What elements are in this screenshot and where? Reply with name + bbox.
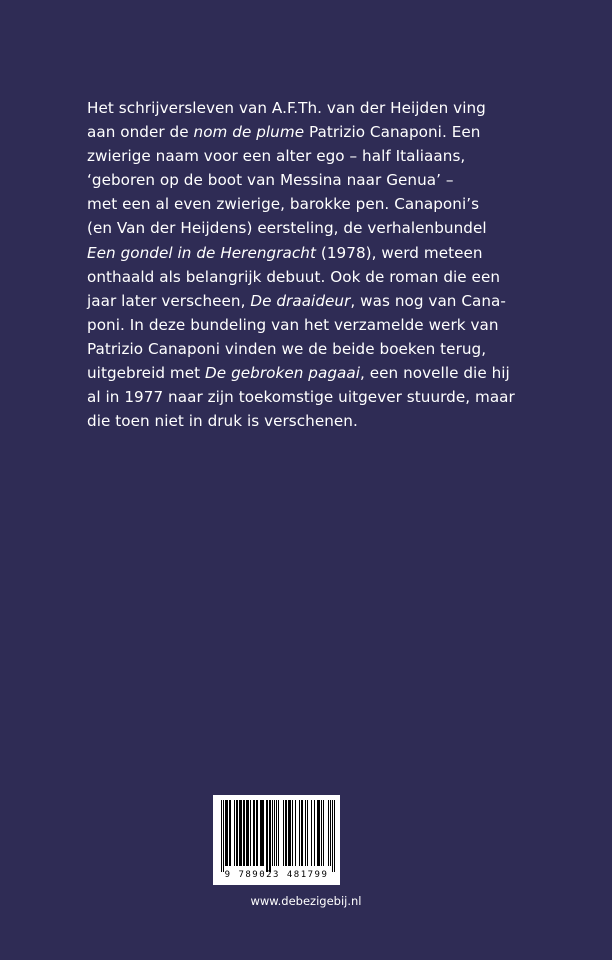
blurb-line bbox=[87, 385, 547, 409]
blurb-italic-segment: nom de plume bbox=[193, 123, 305, 142]
blurb-italic-segment: Een gondel in de Herengracht bbox=[87, 243, 316, 262]
blurb-segment: , was nog van Cana- bbox=[350, 291, 506, 310]
barcode-bar bbox=[260, 800, 261, 866]
blurb-line bbox=[87, 361, 547, 385]
blurb-line bbox=[87, 241, 547, 265]
barcode-bar bbox=[301, 800, 302, 866]
blurb-segment: ‘geboren op de boot van Messina naar Genua’ – bbox=[87, 171, 454, 190]
barcode-bar bbox=[254, 800, 255, 866]
barcode-bar bbox=[278, 800, 279, 866]
barcode-bar bbox=[221, 800, 222, 872]
blurb-segment: aan onder de bbox=[87, 123, 194, 142]
barcode-bar bbox=[253, 800, 254, 866]
barcode-bar bbox=[330, 800, 331, 866]
blurb-line bbox=[87, 265, 547, 289]
barcode-bar bbox=[244, 800, 245, 866]
barcode-bar bbox=[263, 800, 264, 866]
barcode-bar bbox=[274, 800, 275, 866]
barcode-bar bbox=[285, 800, 286, 866]
blurb-segment: Patrizio Canaponi vinden we de beide boeken terug, bbox=[87, 339, 487, 358]
barcode-bar bbox=[236, 800, 237, 866]
blurb-segment: Patrizio Canaponi. Een bbox=[304, 123, 481, 142]
barcode-bar bbox=[241, 800, 242, 866]
barcode-bar bbox=[269, 800, 270, 872]
barcode-bar bbox=[299, 800, 300, 866]
blurb-line bbox=[87, 120, 547, 144]
blurb-line bbox=[87, 289, 547, 313]
barcode-bar bbox=[286, 800, 287, 866]
barcode-bar bbox=[243, 800, 244, 866]
blurb-line bbox=[87, 216, 547, 240]
barcode-bar bbox=[230, 800, 231, 866]
barcode-bar bbox=[229, 800, 230, 866]
barcode-bar bbox=[272, 800, 273, 866]
barcode-bar bbox=[247, 800, 248, 866]
barcode-bar bbox=[288, 800, 289, 866]
barcode-bar bbox=[262, 800, 263, 866]
barcode-bar bbox=[319, 800, 320, 866]
barcode-bar bbox=[328, 800, 329, 866]
barcode-bar bbox=[290, 800, 291, 866]
barcode-bar bbox=[305, 800, 306, 866]
barcode-bar bbox=[314, 800, 315, 866]
blurb-segment: al in 1977 naar zijn toekomstige uitgever stuurde, maar bbox=[87, 388, 515, 407]
barcode-bar bbox=[276, 800, 277, 866]
barcode-bar bbox=[267, 800, 268, 872]
barcode-bar bbox=[256, 800, 257, 866]
barcode-bar bbox=[270, 800, 271, 872]
barcode-bar bbox=[248, 800, 249, 866]
barcode-bar bbox=[250, 800, 251, 866]
barcode-bar bbox=[292, 800, 293, 866]
barcode-bar bbox=[323, 800, 324, 866]
barcode-bar bbox=[223, 800, 224, 872]
blurb-line bbox=[87, 192, 547, 216]
blurb-segment: (en Van der Heijdens) eersteling, de verhalenbundel bbox=[87, 219, 487, 238]
blurb-text bbox=[87, 96, 547, 433]
blurb-segment: , een novelle die hij bbox=[360, 364, 510, 383]
barcode-bar bbox=[332, 800, 333, 872]
blurb-segment: onthaald als belangrijk debuut. Ook de roman die een bbox=[87, 267, 501, 286]
blurb-line bbox=[87, 144, 547, 168]
publisher-website: www.debezigebij.nl bbox=[250, 894, 362, 908]
barcode-bar bbox=[227, 800, 228, 866]
barcode-bar bbox=[225, 800, 226, 866]
barcode-bar bbox=[334, 800, 335, 872]
blurb-segment: Het schrijversleven van A.F.Th. van der Heijden ving bbox=[87, 99, 486, 117]
barcode-bar bbox=[234, 800, 235, 866]
barcode-bar bbox=[266, 800, 267, 872]
isbn-barcode bbox=[213, 795, 340, 885]
blurb-line bbox=[87, 96, 547, 120]
blurb-segment: (1978), werd meteen bbox=[315, 243, 483, 262]
blurb-italic-segment: De gebroken pagaai bbox=[205, 364, 360, 383]
blurb-segment: poni. In deze bundeling van het verzamelde werk van bbox=[87, 315, 499, 334]
blurb-segment: die toen niet in druk is verschenen. bbox=[87, 412, 358, 431]
barcode-bar bbox=[295, 800, 296, 866]
barcode-bar bbox=[302, 800, 303, 866]
blurb-line bbox=[87, 168, 547, 192]
barcode-bar bbox=[318, 800, 319, 866]
blurb-line bbox=[87, 409, 547, 433]
blurb-segment: jaar later verscheen, bbox=[87, 291, 251, 310]
barcode-bar bbox=[240, 800, 241, 866]
barcode-bar bbox=[283, 800, 284, 866]
blurb-italic-segment: De draaideur bbox=[250, 291, 351, 310]
blurb-segment: uitgebreid met bbox=[87, 364, 206, 383]
barcode-bar bbox=[261, 800, 262, 866]
barcode-bar bbox=[289, 800, 290, 866]
blurb-line bbox=[87, 313, 547, 337]
blurb-segment: zwierige naam voor een alter ego – half Italiaans, bbox=[87, 147, 466, 166]
barcode-bar bbox=[307, 800, 308, 866]
barcode-bar bbox=[237, 800, 238, 866]
blurb-segment: met een al even zwierige, barokke pen. Canaponi’s bbox=[87, 195, 480, 214]
barcode-bar bbox=[226, 800, 227, 866]
barcode-bar bbox=[311, 800, 312, 866]
barcode-bar bbox=[321, 800, 322, 866]
blurb-line bbox=[87, 337, 547, 361]
barcode-bar bbox=[257, 800, 258, 866]
barcode-bar bbox=[246, 800, 247, 866]
barcode-bar bbox=[239, 800, 240, 866]
barcode-number: 9 789023 481799 bbox=[224, 870, 329, 880]
barcode-bar bbox=[317, 800, 318, 866]
